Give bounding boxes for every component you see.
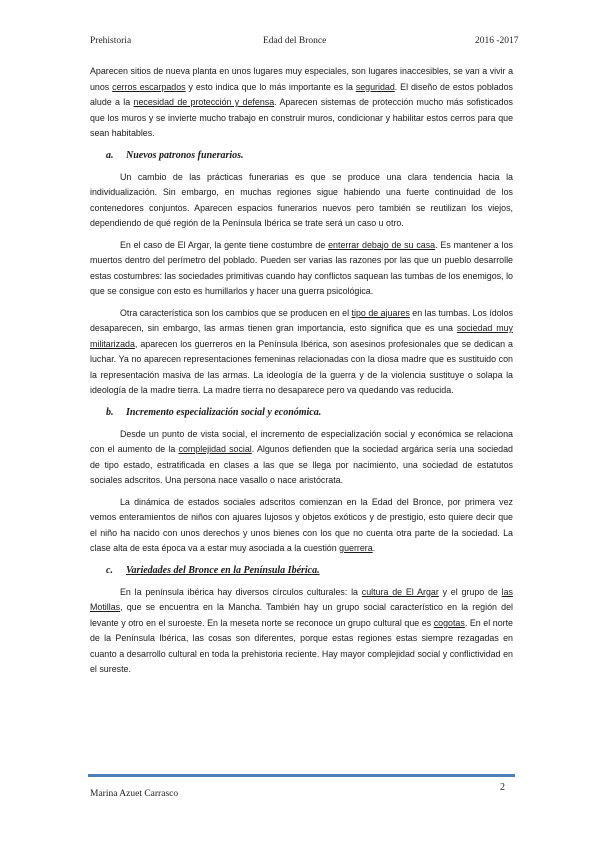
section-title: Variedades del Bronce en la Península Ibérica. [126, 564, 320, 576]
section-letter: c. [106, 564, 113, 576]
underlined-term: complejidad social [178, 444, 252, 454]
text: , que se encuentra en la Mancha. También hay un grupo social característico en la región del levante y otro en el suroeste. En la meseta norte se reconoce un grupo cultural que es [90, 602, 513, 628]
text: Aparecen sitios de nueva planta en unos lugares muy especiales, son lugares inaccesibles, se van a vivir a unos [90, 66, 513, 92]
text: , aparecen los guerreros en la Península Ibérica, son asesinos profesionales que se dedican a luchar. Ya no aparecen representaciones femeninas relacionadas con la diosa madre que es sustituido con la representación masiva de las armas. La ideología de la guerra y de la violencia sustituye o solapa la ideología de la madre tierra. La madre tierra no desaparece pero va quedando vas reducida. [90, 338, 513, 395]
footer-rule [88, 774, 515, 777]
section-title: Incremento especialización social y económica. [126, 406, 322, 418]
page-number: 2 [500, 782, 505, 793]
paragraph-2: Un cambio de las prácticas funerarias es que se produce una clara tendencia hacia la individualización. Sin embargo, en muchas regiones sigue habiendo una fuerte continuidad de los contenedores conjuntos. Aparecen espacios funerarios nuevos pero también se reutilizan los viejos, dependiendo de qué región de la Península Ibérica se trate será un caso u otro. [90, 171, 513, 228]
paragraph-4 [90, 306, 513, 399]
footer-author: Marina Azuet Carrasco [90, 789, 179, 799]
section-title: Nuevos patronos funerarios. [126, 149, 244, 161]
underlined-term: cerros escarpados [112, 81, 186, 92]
text: Desde un punto de vista social, el incremento de especialización social y económica se relaciona con el aumento de la [90, 428, 513, 454]
document-body [90, 64, 513, 684]
section-letter: b. [106, 406, 114, 418]
underlined-term: enterrar debajo de su casa [328, 239, 436, 250]
text: En el caso de El Argar, la gente tiene costumbre de [120, 239, 329, 250]
paragraph-1 [90, 64, 513, 142]
section-letter: a. [106, 149, 114, 161]
paragraph-3 [90, 238, 513, 300]
underlined-term: necesidad de protección y defensa [133, 97, 275, 107]
text: La dinámica de estados sociales adscritos comienzan en la Edad del Bronce, por primera vez vemos enteramientos de niños con ajuares lujosos y objetos exóticos y de prestigio, esto quiere decir que el niño ha nacido con unos derechos y unos bienes con los que no cuenta otra parte de la sociedad. La clase alta de esta época va a estar muy asociada a la cuestión [90, 496, 513, 553]
text: . En el norte de la Península Ibérica, las cosas son diferentes, porque estas regiones estas siempre rezagadas en cuanto a desarrollo cultural en toda la prehistoria reciente. Hay mayor complejidad social y conflictividad en el sureste. [90, 617, 513, 674]
underlined-term: tipo de ajuares [351, 307, 410, 318]
section-heading-c [106, 563, 513, 579]
text: y esto indica que lo más importante es la [185, 81, 356, 92]
text: . Algunos defienden que la sociedad argárica sería una sociedad de tipo estado, estratificada en clases a las que se llega por nacimiento, una sociedad de estatutos sociales adscritos. Una persona nace vasallo o nace aristócrata. [90, 444, 513, 485]
underlined-term: las Motillas [90, 586, 513, 612]
underlined-term: cogotas [433, 617, 465, 628]
text: y el grupo de [438, 586, 502, 597]
text: . El diseño de estos poblados alude a la [90, 81, 513, 107]
text: . Aparecen sistemas de protección mucho más sofisticados que los muros y se invierte mucho trabajo en construir muros, condicionar y habilitar estos cerros para que sean habitables. [90, 97, 513, 138]
header-subject: Prehistoria [90, 36, 132, 46]
underlined-term: cultura de El Argar [361, 586, 439, 597]
text: . [372, 543, 376, 553]
underlined-term: guerrera [339, 543, 373, 553]
paragraph-6 [90, 495, 513, 557]
section-heading-a [106, 148, 513, 164]
underlined-term: seguridad [355, 81, 395, 92]
paragraph-7 [90, 585, 513, 678]
text: en las tumbas. Los ídolos desaparecen, sin embargo, las armas tienen gran importancia, esto significa que es una [90, 307, 513, 333]
header-year: 2016 -2017 [475, 36, 519, 46]
paragraph-5 [90, 427, 513, 489]
text: Otra característica son los cambios que se producen en el [120, 307, 352, 318]
text: En la península ibérica hay diversos círculos culturales: la [120, 586, 362, 597]
underlined-term: sociedad muy militarizada [90, 323, 513, 349]
section-heading-b [106, 405, 513, 421]
text: . Es mantener a los muertos dentro del perímetro del poblado. Pueden ser varias las razones por las que un pueblo desarrolle estas costumbres: las sociedades primitivas cuando hay conflictos saquean las tumbas de los enemigos, lo que se consigue con esto es humillarlos y hacer una guerra psicológica. [90, 239, 513, 296]
header-title: Edad del Bronce [263, 36, 327, 46]
